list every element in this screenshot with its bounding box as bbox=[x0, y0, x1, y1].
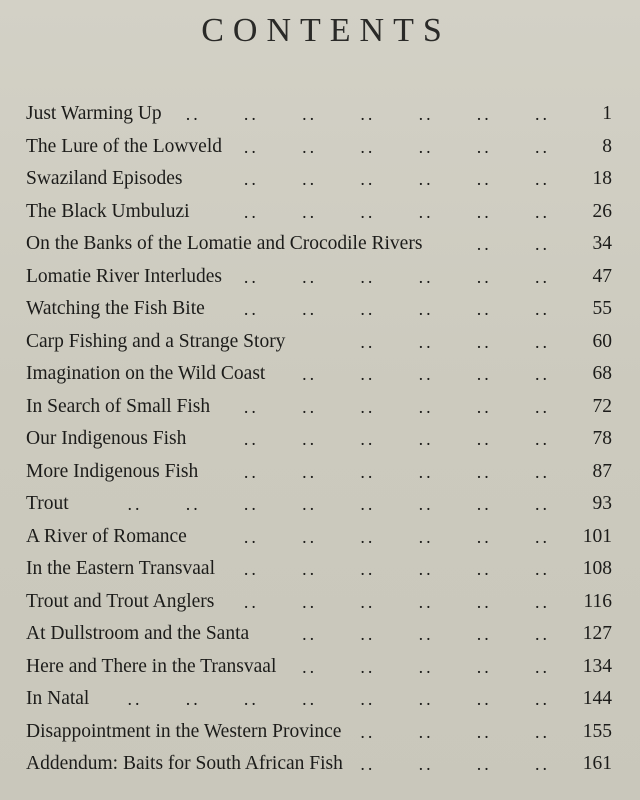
entry-title: Our Indigenous Fish bbox=[26, 428, 187, 449]
leader-dots: .. bbox=[418, 559, 434, 579]
leader-dots: .. bbox=[302, 169, 318, 189]
leader-dots: .. bbox=[476, 364, 492, 384]
entry-title: Just Warming Up bbox=[26, 103, 162, 124]
leader-dots: .. bbox=[302, 104, 318, 124]
leader-dots: .. bbox=[476, 624, 492, 644]
leader-dots: .. bbox=[476, 429, 492, 449]
leader-dots: .. bbox=[535, 266, 550, 287]
leader-dots: .. bbox=[418, 591, 434, 612]
contents-heading: CONTENTS bbox=[201, 12, 451, 49]
leader-dots: .. bbox=[360, 266, 376, 287]
leader-dots: .. bbox=[127, 494, 143, 514]
leader-dots: .. bbox=[535, 559, 550, 579]
leader-dots: .. bbox=[360, 299, 376, 319]
leader-dots: .. bbox=[535, 136, 550, 157]
leader-dots: .. bbox=[360, 169, 376, 189]
leader-dots: .. bbox=[535, 721, 550, 742]
entry-page-number: 78 bbox=[592, 428, 612, 449]
entry-title: Watching the Fish Bite bbox=[26, 298, 205, 319]
leader-dots: .. bbox=[302, 299, 318, 319]
leader-dots: .. bbox=[535, 591, 550, 612]
leader-dots: .. bbox=[243, 169, 259, 189]
leader-dots: .. bbox=[302, 689, 318, 709]
leader-dots: .. bbox=[476, 721, 492, 742]
entry-page-number: 26 bbox=[592, 200, 612, 222]
leader-dots: .. bbox=[243, 494, 259, 514]
leader-dots: .. bbox=[476, 234, 492, 254]
leader-dots: .. bbox=[418, 526, 434, 547]
leader-dots: .. bbox=[302, 461, 318, 482]
entry-title: In Search of Small Fish bbox=[26, 395, 211, 417]
entry-title: Swaziland Episodes bbox=[26, 168, 183, 189]
leader-dots: .. bbox=[476, 559, 492, 579]
leader-dots: .. bbox=[302, 559, 318, 579]
leader-dots: .. bbox=[476, 689, 492, 709]
leader-dots: .. bbox=[418, 136, 434, 157]
leader-dots: .. bbox=[535, 104, 550, 124]
leader-dots: .. bbox=[243, 429, 259, 449]
toc-entry bbox=[26, 716, 612, 749]
toc-entry bbox=[26, 423, 612, 456]
entry-title: In the Eastern Transvaal bbox=[26, 558, 216, 579]
leader-dots: .. bbox=[302, 494, 318, 514]
leader-dots: .. bbox=[418, 299, 434, 319]
toc-entry bbox=[26, 358, 612, 391]
leader-dots: .. bbox=[418, 689, 434, 709]
leader-dots: .. bbox=[360, 689, 376, 709]
entry-title: The Lure of the Lowveld bbox=[26, 135, 223, 157]
entry-page-number: 116 bbox=[583, 590, 612, 612]
leader-dots: .. bbox=[535, 461, 550, 482]
leader-dots: .. bbox=[302, 526, 318, 547]
entry-page-number: 60 bbox=[592, 330, 612, 352]
leader-dots: .. bbox=[535, 331, 550, 352]
toc-entry bbox=[26, 488, 612, 521]
leader-dots: .. bbox=[243, 559, 259, 579]
entry-page-number: 68 bbox=[592, 363, 612, 384]
leader-dots: .. bbox=[243, 104, 259, 124]
leader-dots: .. bbox=[302, 591, 318, 612]
toc-entry bbox=[26, 586, 612, 619]
toc-entry bbox=[26, 228, 612, 261]
leader-dots: .. bbox=[302, 136, 318, 157]
leader-dots: .. bbox=[185, 689, 201, 709]
leader-dots: .. bbox=[360, 656, 376, 677]
leader-dots: .. bbox=[360, 559, 376, 579]
entry-page-number: 55 bbox=[592, 298, 612, 319]
leader-dots: .. bbox=[476, 201, 492, 222]
leader-dots: .. bbox=[185, 494, 201, 514]
entry-title: More Indigenous Fish bbox=[26, 460, 199, 482]
leader-dots: .. bbox=[418, 624, 434, 644]
entry-page-number: 1 bbox=[602, 103, 612, 124]
entry-page-number: 47 bbox=[592, 265, 612, 287]
leader-dots: .. bbox=[360, 396, 376, 417]
toc-entry bbox=[26, 748, 612, 781]
leader-dots: .. bbox=[418, 266, 434, 287]
leader-dots: .. bbox=[360, 624, 376, 644]
leader-dots: .. bbox=[535, 689, 550, 709]
leader-dots: .. bbox=[476, 494, 492, 514]
leader-dots: .. bbox=[535, 364, 550, 384]
leader-dots: .. bbox=[243, 201, 259, 222]
toc-entry bbox=[26, 618, 612, 651]
leader-dots: .. bbox=[418, 494, 434, 514]
leader-dots: .. bbox=[535, 494, 550, 514]
leader-dots: .. bbox=[476, 461, 492, 482]
leader-dots: .. bbox=[476, 299, 492, 319]
leader-dots: .. bbox=[302, 396, 318, 417]
entry-page-number: 34 bbox=[592, 233, 612, 254]
toc-entry bbox=[26, 293, 612, 326]
leader-dots: .. bbox=[535, 396, 550, 417]
leader-dots: .. bbox=[476, 169, 492, 189]
leader-dots: .. bbox=[535, 624, 550, 644]
entry-page-number: 93 bbox=[592, 493, 612, 514]
leader-dots: .. bbox=[535, 234, 550, 254]
entry-page-number: 87 bbox=[592, 460, 612, 482]
entry-title: Here and There in the Transvaal bbox=[26, 655, 277, 677]
entry-title: Carp Fishing and a Strange Story bbox=[26, 330, 286, 352]
toc-entry bbox=[26, 196, 612, 229]
leader-dots: .. bbox=[302, 266, 318, 287]
leader-dots: .. bbox=[360, 591, 376, 612]
toc-entry bbox=[26, 326, 612, 359]
leader-dots: .. bbox=[360, 104, 376, 124]
leader-dots: .. bbox=[535, 754, 550, 774]
leader-dots: .. bbox=[360, 754, 376, 774]
leader-dots: .. bbox=[535, 169, 550, 189]
entry-title: Lomatie River Interludes bbox=[26, 265, 223, 287]
entry-title: Trout and Trout Anglers bbox=[26, 590, 215, 612]
toc-entry bbox=[26, 131, 612, 164]
leader-dots: .. bbox=[535, 299, 550, 319]
leader-dots: .. bbox=[418, 656, 434, 677]
leader-dots: .. bbox=[418, 169, 434, 189]
leader-dots: .. bbox=[243, 136, 259, 157]
table-of-contents bbox=[26, 98, 612, 781]
leader-dots: .. bbox=[476, 331, 492, 352]
leader-dots: .. bbox=[243, 591, 259, 612]
entry-title: At Dullstroom and the Santa bbox=[26, 623, 250, 644]
entry-title: In Natal bbox=[26, 688, 90, 709]
leader-dots: .. bbox=[476, 104, 492, 124]
leader-dots: .. bbox=[535, 526, 550, 547]
leader-dots: .. bbox=[476, 754, 492, 774]
entry-title: Disappointment in the Western Province bbox=[26, 720, 342, 742]
entry-title: Imagination on the Wild Coast bbox=[26, 363, 266, 384]
leader-dots: .. bbox=[360, 429, 376, 449]
leader-dots: .. bbox=[360, 721, 376, 742]
entry-title: Trout bbox=[26, 493, 69, 514]
entry-page-number: 144 bbox=[582, 688, 612, 709]
leader-dots: .. bbox=[302, 429, 318, 449]
leader-dots: .. bbox=[418, 396, 434, 417]
toc-entry bbox=[26, 456, 612, 489]
leader-dots: .. bbox=[418, 461, 434, 482]
entry-page-number: 18 bbox=[592, 168, 612, 189]
entry-title: Addendum: Baits for South African Fish bbox=[26, 753, 343, 774]
leader-dots: .. bbox=[418, 331, 434, 352]
entry-page-number: 108 bbox=[582, 558, 612, 579]
entry-page-number: 72 bbox=[592, 395, 612, 417]
toc-entry bbox=[26, 521, 612, 554]
leader-dots: .. bbox=[360, 494, 376, 514]
leader-dots: .. bbox=[418, 104, 434, 124]
entry-page-number: 101 bbox=[582, 525, 612, 547]
leader-dots: .. bbox=[476, 656, 492, 677]
leader-dots: .. bbox=[302, 364, 318, 384]
toc-entry bbox=[26, 651, 612, 684]
leader-dots: .. bbox=[243, 396, 259, 417]
leader-dots: .. bbox=[476, 266, 492, 287]
toc-entry bbox=[26, 391, 612, 424]
leader-dots: .. bbox=[302, 656, 318, 677]
leader-dots: .. bbox=[243, 266, 259, 287]
leader-dots: .. bbox=[360, 136, 376, 157]
dot-leaders bbox=[26, 683, 550, 715]
leader-dots: .. bbox=[360, 201, 376, 222]
dot-leaders bbox=[26, 488, 550, 520]
toc-entry bbox=[26, 98, 612, 131]
entry-title: On the Banks of the Lomatie and Crocodile Rivers bbox=[26, 233, 423, 254]
leader-dots: .. bbox=[243, 526, 259, 547]
entry-title: The Black Umbuluzi bbox=[26, 200, 190, 222]
entry-page-number: 134 bbox=[582, 655, 612, 677]
leader-dots: .. bbox=[476, 396, 492, 417]
leader-dots: .. bbox=[418, 201, 434, 222]
toc-entry bbox=[26, 163, 612, 196]
toc-entry bbox=[26, 261, 612, 294]
leader-dots: .. bbox=[476, 136, 492, 157]
leader-dots: .. bbox=[243, 461, 259, 482]
leader-dots: .. bbox=[243, 299, 259, 319]
leader-dots: .. bbox=[535, 201, 550, 222]
entry-page-number: 155 bbox=[582, 720, 612, 742]
leader-dots: .. bbox=[302, 201, 318, 222]
leader-dots: .. bbox=[418, 429, 434, 449]
toc-entry bbox=[26, 683, 612, 716]
leader-dots: .. bbox=[476, 591, 492, 612]
leader-dots: .. bbox=[185, 104, 201, 124]
leader-dots: .. bbox=[360, 331, 376, 352]
entry-page-number: 161 bbox=[582, 753, 612, 774]
entry-page-number: 127 bbox=[582, 623, 612, 644]
leader-dots: .. bbox=[418, 364, 434, 384]
leader-dots: .. bbox=[360, 461, 376, 482]
toc-entry bbox=[26, 553, 612, 586]
leader-dots: .. bbox=[243, 689, 259, 709]
leader-dots: .. bbox=[302, 624, 318, 644]
leader-dots: .. bbox=[360, 526, 376, 547]
entry-title: A River of Romance bbox=[26, 525, 187, 547]
leader-dots: .. bbox=[535, 429, 550, 449]
leader-dots: .. bbox=[418, 721, 434, 742]
entry-page-number: 8 bbox=[602, 135, 612, 157]
leader-dots: .. bbox=[418, 754, 434, 774]
leader-dots: .. bbox=[360, 364, 376, 384]
leader-dots: .. bbox=[476, 526, 492, 547]
leader-dots: .. bbox=[535, 656, 550, 677]
leader-dots: .. bbox=[127, 689, 143, 709]
